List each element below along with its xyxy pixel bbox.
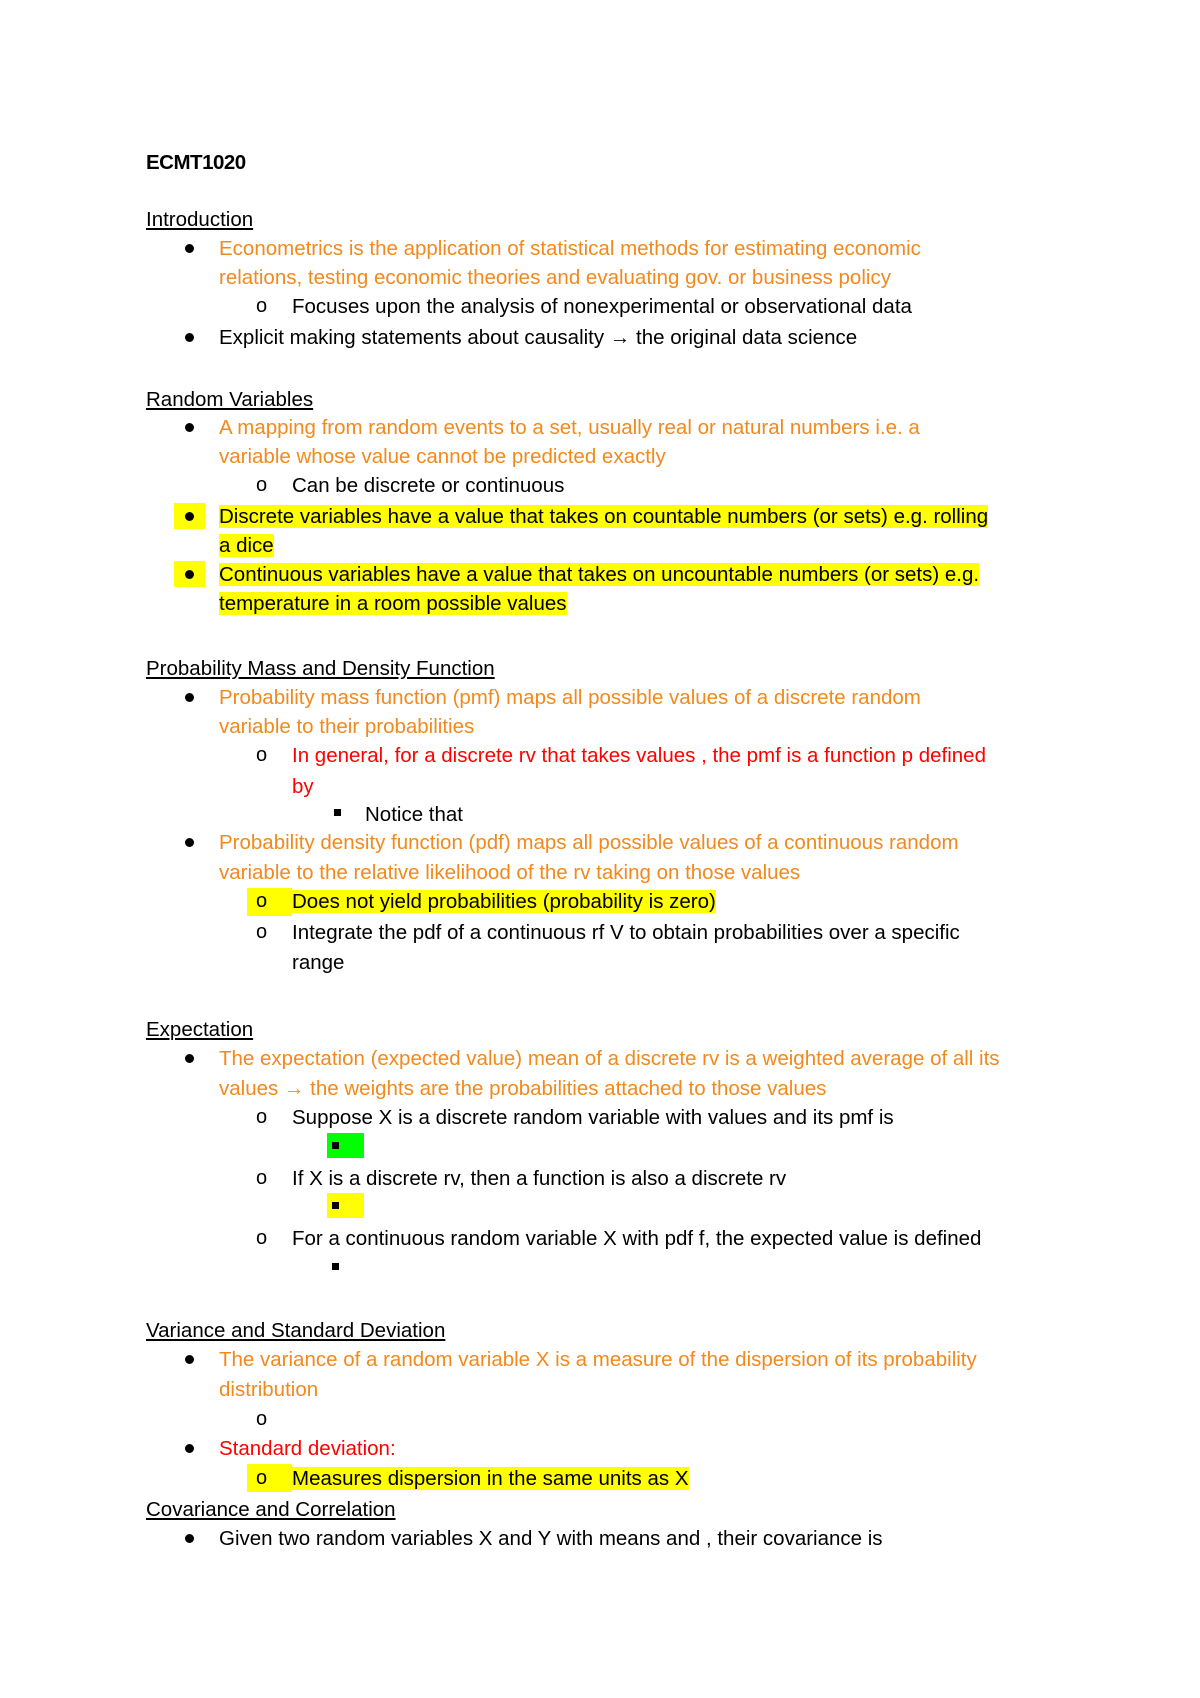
sub-bullet-icon: o	[256, 1467, 268, 1489]
sub-bullet-icon: o	[256, 921, 268, 943]
exp-bullet-1-line-2: values → the weights are the probabilities attached to those values	[219, 1077, 827, 1100]
pmf-bullet-2-line-1: Probability density function (pdf) maps all possible values of a continuous random	[219, 831, 959, 854]
rv-bullet-2-line-2: a dice	[219, 534, 274, 557]
intro-bullet-1-line-2: relations, testing economic theories and evaluating gov. or business policy	[219, 266, 891, 289]
exp-sub-3: For a continuous random variable X with pdf f, the expected value is defined	[292, 1227, 982, 1250]
highlight-mark	[247, 1464, 292, 1492]
bullet-icon	[185, 423, 194, 432]
intro-bullet-1-line-1: Econometrics is the application of statistical methods for estimating economic	[219, 237, 921, 260]
intro-sub-1: Focuses upon the analysis of nonexperimental or observational data	[292, 295, 912, 318]
bullet-icon	[185, 1355, 194, 1364]
rv-bullet-2-line-1: Discrete variables have a value that takes on countable numbers (or sets) e.g. rolling	[219, 505, 989, 528]
square-bullet-icon	[334, 809, 341, 816]
intro-bullet-2: Explicit making statements about causality → the original data science	[219, 326, 858, 349]
exp-sub-2: If X is a discrete rv, then a function is also a discrete rv	[292, 1167, 787, 1190]
bullet-icon	[185, 512, 194, 521]
sub-bullet-icon: o	[256, 1408, 268, 1430]
heading-pmf-pdf: Probability Mass and Density Function	[146, 657, 495, 680]
var-bullet-1-line-2: distribution	[219, 1378, 319, 1401]
sub-bullet-icon: o	[256, 1167, 268, 1189]
bullet-icon	[185, 570, 194, 579]
exp-sub-1: Suppose X is a discrete random variable with values and its pmf is	[292, 1106, 894, 1129]
bullet-icon	[185, 1444, 194, 1453]
pmf-sub-3-line-1: Integrate the pdf of a continuous rf V to obtain probabilities over a specific	[292, 921, 960, 944]
square-bullet-icon	[332, 1202, 339, 1209]
pmf-sub-1-line-2: by	[292, 775, 314, 798]
document-title: ECMT1020	[146, 151, 246, 174]
sub-bullet-icon: o	[256, 1106, 268, 1128]
pmf-sub-1-line-1: In general, for a discrete rv that takes values , the pmf is a function p defined	[292, 744, 986, 767]
bullet-icon	[185, 244, 194, 253]
arrow-icon: →	[609, 326, 631, 349]
sub-bullet-icon: o	[256, 474, 268, 496]
heading-variance: Variance and Standard Deviation	[146, 1319, 446, 1342]
bullet-icon	[185, 333, 194, 342]
var-bullet-2: Standard deviation:	[219, 1437, 396, 1460]
pmf-tertiary-1: Notice that	[365, 803, 463, 826]
sub-bullet-icon: o	[256, 295, 268, 317]
var-bullet-1-line-1: The variance of a random variable X is a measure of the dispersion of its probability	[219, 1348, 977, 1371]
sub-bullet-icon: o	[256, 890, 268, 912]
bullet-icon	[185, 693, 194, 702]
exp-bullet-1-line-1: The expectation (expected value) mean of a discrete rv is a weighted average of all its	[219, 1047, 1000, 1070]
rv-bullet-1-line-1: A mapping from random events to a set, usually real or natural numbers i.e. a	[219, 416, 920, 439]
pmf-sub-3-line-2: range	[292, 951, 345, 974]
square-bullet-icon	[332, 1263, 339, 1270]
arrow-icon: →	[283, 1077, 305, 1100]
bullet-icon	[185, 1054, 194, 1063]
sub-bullet-icon: o	[256, 744, 268, 766]
rv-sub-1: Can be discrete or continuous	[292, 474, 565, 497]
pmf-bullet-1-line-1: Probability mass function (pmf) maps all possible values of a discrete random	[219, 686, 921, 709]
heading-introduction: Introduction	[146, 208, 254, 231]
bullet-icon	[185, 1534, 194, 1543]
var-sub-2: Measures dispersion in the same units as X	[292, 1467, 689, 1490]
bullet-icon	[185, 838, 194, 847]
heading-random-variables: Random Variables	[146, 388, 314, 411]
square-bullet-icon	[332, 1142, 339, 1149]
rv-bullet-3-line-1: Continuous variables have a value that takes on uncountable numbers (or sets) e.g.	[219, 563, 980, 586]
pmf-bullet-2-line-2: variable to the relative likelihood of the rv taking on those values	[219, 861, 801, 884]
highlight-mark	[247, 888, 292, 916]
sub-bullet-icon: o	[256, 1227, 268, 1249]
heading-expectation: Expectation	[146, 1018, 254, 1041]
cov-bullet-1: Given two random variables X and Y with means and , their covariance is	[219, 1527, 883, 1550]
pmf-sub-2: Does not yield probabilities (probability is zero)	[292, 890, 716, 913]
pmf-bullet-1-line-2: variable to their probabilities	[219, 715, 475, 738]
rv-bullet-3-line-2: temperature in a room possible values	[219, 592, 567, 615]
heading-covariance: Covariance and Correlation	[146, 1498, 396, 1521]
rv-bullet-1-line-2: variable whose value cannot be predicted exactly	[219, 445, 666, 468]
